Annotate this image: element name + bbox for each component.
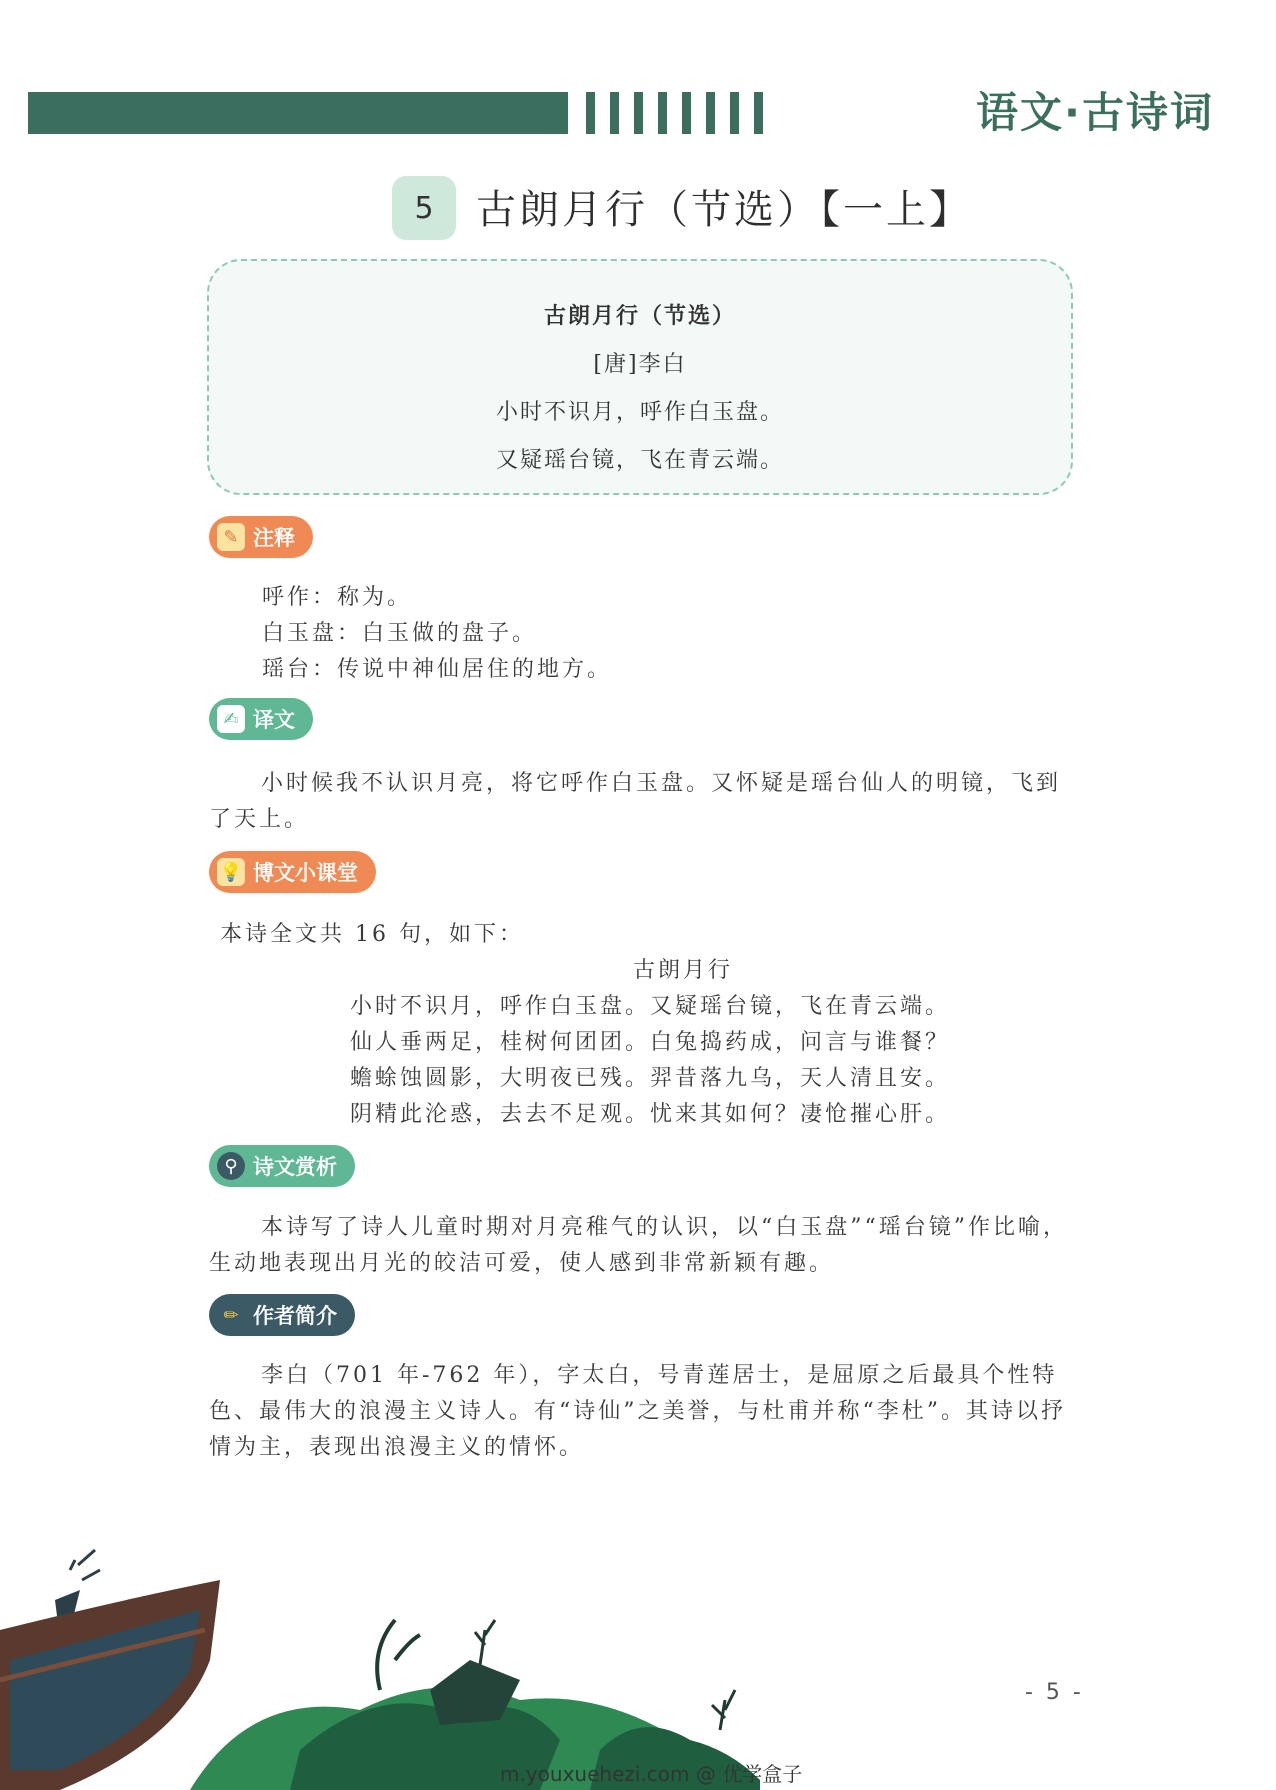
appreciation-text: 本诗写了诗人儿童时期对月亮稚气的认识，以“白玉盘”“瑶台镜”作比喻，生动地表现出月光的皎洁可爱，使人感到非常新颖有趣。 (209, 1215, 1068, 1276)
author-intro-text: 李白（701 年-762 年），字太白，号青莲居士，是屈原之后最具个性特色、最伟大的浪漫主义诗人。有“诗仙”之美誉，与杜甫并称“李杜”。其诗以抒情为主，表现出浪漫主义的情怀。 (209, 1363, 1066, 1460)
scroll-icon: ✍ (217, 705, 245, 733)
note-item: 白玉盘：白玉做的盘子。 (262, 621, 538, 646)
poem-line: 又疑瑶台镜，飞在青云端。 (495, 448, 784, 473)
note-icon: ✎ (217, 523, 245, 551)
full-poem-line: 蟾蜍蚀圆影，大明夜已残。羿昔落九乌，天人清且安。 (350, 1066, 951, 1091)
section-tag-label: 诗文赏析 (253, 1155, 337, 1179)
full-poem-line: 仙人垂两足，桂树何团团。白兔捣药成，问言与谁餐？ (350, 1030, 951, 1055)
section-tag-label: 注释 (253, 526, 295, 550)
section-tag-appreciation (209, 1145, 355, 1187)
poem-box (207, 259, 1073, 495)
header-stripe (730, 92, 739, 134)
magnifier-icon: ⚲ (217, 1152, 245, 1180)
page-number: - 5 - (1025, 1680, 1084, 1705)
full-poem-line: 小时不识月，呼作白玉盘。又疑瑶台镜，飞在青云端。 (350, 994, 951, 1019)
footer-watermark: m.youxuehezi.com @ 优学盒子 (500, 1762, 803, 1786)
section-tag-label: 译文 (253, 708, 295, 732)
translation-text: 小时候我不认识月亮，将它呼作白玉盘。又怀疑是瑶台仙人的明镜，飞到了天上。 (209, 771, 1062, 832)
poem-author: [唐]李白 (593, 352, 687, 377)
lesson-number-badge: 5 (392, 176, 456, 240)
poem-title: 古朗月行（节选） (543, 303, 736, 329)
section-tag-author (209, 1294, 355, 1336)
section-tag-notes (209, 516, 313, 558)
note-item: 瑶台：传说中神仙居住的地方。 (262, 657, 613, 682)
header-stripe (754, 92, 763, 134)
brand-title: 语文·古诗词 (976, 88, 1214, 137)
bulb-icon: 💡 (217, 858, 245, 886)
header-stripe (586, 92, 595, 134)
boat-illustration (0, 1540, 760, 1790)
header-stripe (682, 92, 691, 134)
lesson-title: 古朗月行（节选）【一上】 (476, 187, 972, 233)
section-tag-translation (209, 698, 313, 740)
header-stripe (658, 92, 667, 134)
poem-line: 小时不识月，呼作白玉盘。 (495, 400, 784, 425)
section-tag-label: 博文小课堂 (253, 861, 358, 885)
section-tag-classroom (209, 851, 376, 893)
header-stripe (706, 92, 715, 134)
header-bar (28, 92, 568, 134)
pencils-icon: ✏ (223, 1304, 239, 1326)
full-poem-title: 古朗月行 (633, 958, 734, 983)
header-stripe (634, 92, 643, 134)
classroom-intro: 本诗全文共 16 句，如下： (220, 922, 524, 947)
section-tag-label: 作者简介 (253, 1304, 337, 1328)
full-poem-line: 阴精此沦惑，去去不足观。忧来其如何？凄怆摧心肝。 (350, 1102, 951, 1127)
note-item: 呼作：称为。 (262, 585, 413, 610)
header-stripe (610, 92, 619, 134)
